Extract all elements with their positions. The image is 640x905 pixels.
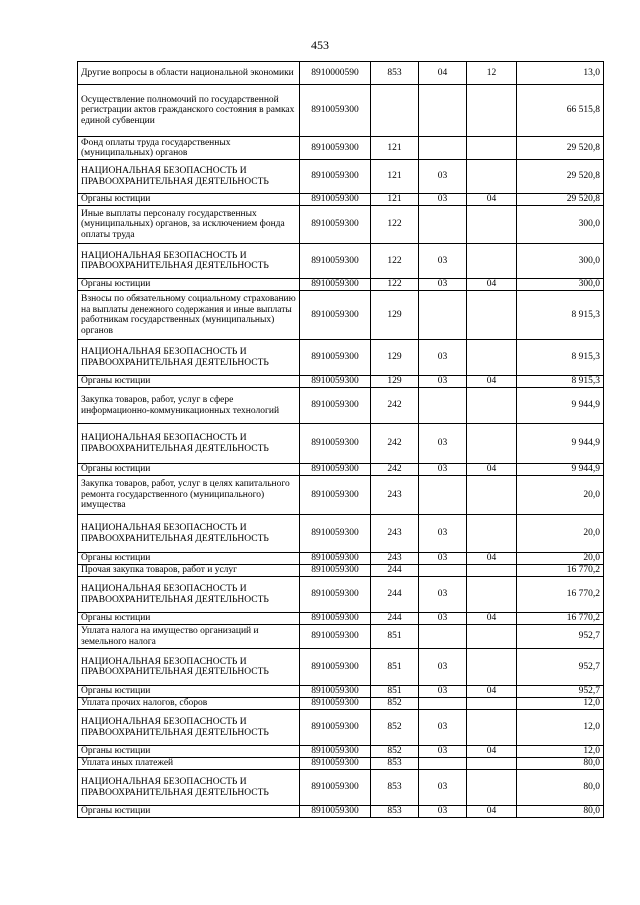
expense-name-cell: Уплата прочих налогов, сборов [78,698,300,710]
subsection-cell [467,649,517,686]
subsection-cell [467,160,517,194]
subsection-cell [467,244,517,279]
expense-type-cell: 852 [371,698,419,710]
subsection-cell [467,625,517,649]
subsection-cell [467,515,517,553]
table-row [78,206,604,244]
amount-cell: 9 944,9 [517,424,604,464]
table-row [78,388,604,424]
target-article-cell: 8910059300 [300,613,371,625]
target-article-cell: 8910059300 [300,698,371,710]
expense-name-cell: НАЦИОНАЛЬНАЯ БЕЗОПАСНОСТЬ И ПРАВООХРАНИТЕЛЬНАЯ ДЕЯТЕЛЬНОСТЬ [78,649,300,686]
expense-name-cell: Закупка товаров, работ, услуг в целях капитального ремонта государственного (муниципального) имущества [78,476,300,515]
expense-type-cell: 244 [371,577,419,613]
expense-type-cell: 852 [371,746,419,758]
expense-type-cell: 242 [371,424,419,464]
section-cell [419,625,467,649]
expense-type-cell: 852 [371,710,419,746]
page-number: 453 [311,38,329,52]
section-cell: 03 [419,553,467,565]
subsection-cell [467,770,517,806]
target-article-cell: 8910059300 [300,279,371,291]
expense-name-cell: Органы юстиции [78,194,300,206]
expense-type-cell: 243 [371,476,419,515]
expense-type-cell: 851 [371,625,419,649]
table-row [78,194,604,206]
table-row [78,698,604,710]
amount-cell: 16 770,2 [517,565,604,577]
section-cell: 03 [419,515,467,553]
expense-type-cell: 129 [371,376,419,388]
amount-cell: 80,0 [517,770,604,806]
table-row [78,553,604,565]
target-article-cell: 8910059300 [300,160,371,194]
target-article-cell: 8910059300 [300,565,371,577]
subsection-cell [467,388,517,424]
section-cell [419,476,467,515]
expense-name-cell: Органы юстиции [78,746,300,758]
expense-type-cell: 121 [371,194,419,206]
expense-name-cell: Фонд оплаты труда государственных (муниципальных) органов [78,137,300,160]
section-cell: 03 [419,160,467,194]
section-cell: 03 [419,686,467,698]
section-cell [419,758,467,770]
subsection-cell: 04 [467,806,517,818]
expense-name-cell: Иные выплаты персоналу государственных (муниципальных) органов, за исключением фонда оплаты труда [78,206,300,244]
expense-type-cell: 853 [371,758,419,770]
target-article-cell: 8910059300 [300,625,371,649]
expense-name-cell: НАЦИОНАЛЬНАЯ БЕЗОПАСНОСТЬ И ПРАВООХРАНИТЕЛЬНАЯ ДЕЯТЕЛЬНОСТЬ [78,340,300,376]
amount-cell: 16 770,2 [517,577,604,613]
table-row [78,464,604,476]
amount-cell: 80,0 [517,806,604,818]
target-article-cell: 8910059300 [300,553,371,565]
subsection-cell: 12 [467,62,517,85]
amount-cell: 20,0 [517,476,604,515]
subsection-cell: 04 [467,746,517,758]
section-cell: 03 [419,806,467,818]
expense-name-cell: НАЦИОНАЛЬНАЯ БЕЗОПАСНОСТЬ И ПРАВООХРАНИТЕЛЬНАЯ ДЕЯТЕЛЬНОСТЬ [78,710,300,746]
section-cell: 03 [419,613,467,625]
expense-name-cell: Органы юстиции [78,279,300,291]
expense-type-cell: 122 [371,244,419,279]
expense-name-cell: Закупка товаров, работ, услуг в сфере информационно-коммуникационных технологий [78,388,300,424]
subsection-cell [467,424,517,464]
table-row [78,515,604,553]
amount-cell: 12,0 [517,710,604,746]
target-article-cell: 8910059300 [300,806,371,818]
section-cell: 03 [419,194,467,206]
subsection-cell [467,698,517,710]
target-article-cell: 8910059300 [300,649,371,686]
section-cell [419,698,467,710]
amount-cell: 300,0 [517,279,604,291]
expense-name-cell: Уплата иных платежей [78,758,300,770]
section-cell: 03 [419,746,467,758]
section-cell: 03 [419,464,467,476]
target-article-cell: 8910059300 [300,746,371,758]
subsection-cell [467,291,517,340]
expense-type-cell: 851 [371,686,419,698]
expense-type-cell: 244 [371,613,419,625]
subsection-cell: 04 [467,553,517,565]
table-row [78,340,604,376]
target-article-cell: 8910059300 [300,388,371,424]
expense-type-cell: 122 [371,206,419,244]
expense-name-cell: Органы юстиции [78,806,300,818]
table-row [78,806,604,818]
expense-name-cell: НАЦИОНАЛЬНАЯ БЕЗОПАСНОСТЬ И ПРАВООХРАНИТЕЛЬНАЯ ДЕЯТЕЛЬНОСТЬ [78,515,300,553]
expense-name-cell: НАЦИОНАЛЬНАЯ БЕЗОПАСНОСТЬ И ПРАВООХРАНИТЕЛЬНАЯ ДЕЯТЕЛЬНОСТЬ [78,244,300,279]
table-row [78,710,604,746]
expense-type-cell: 853 [371,806,419,818]
table-row [78,577,604,613]
target-article-cell: 8910000590 [300,62,371,85]
table-row [78,291,604,340]
amount-cell: 952,7 [517,686,604,698]
expense-name-cell: Органы юстиции [78,613,300,625]
subsection-cell: 04 [467,464,517,476]
table-row [78,376,604,388]
expense-type-cell: 853 [371,770,419,806]
table-row [78,565,604,577]
amount-cell: 80,0 [517,758,604,770]
table-row [78,85,604,137]
target-article-cell: 8910059300 [300,291,371,340]
subsection-cell: 04 [467,376,517,388]
target-article-cell: 8910059300 [300,476,371,515]
table-row [78,279,604,291]
table-row [78,244,604,279]
table-row [78,649,604,686]
table-row [78,746,604,758]
expense-type-cell: 121 [371,160,419,194]
section-cell: 04 [419,62,467,85]
amount-cell: 66 515,8 [517,85,604,137]
amount-cell: 9 944,9 [517,388,604,424]
expense-type-cell: 853 [371,62,419,85]
table-row [78,62,604,85]
expense-type-cell: 851 [371,649,419,686]
target-article-cell: 8910059300 [300,244,371,279]
section-cell: 03 [419,244,467,279]
target-article-cell: 8910059300 [300,770,371,806]
expense-type-cell: 129 [371,291,419,340]
section-cell [419,206,467,244]
amount-cell: 20,0 [517,515,604,553]
target-article-cell: 8910059300 [300,686,371,698]
subsection-cell: 04 [467,686,517,698]
target-article-cell: 8910059300 [300,424,371,464]
target-article-cell: 8910059300 [300,85,371,137]
target-article-cell: 8910059300 [300,340,371,376]
subsection-cell [467,565,517,577]
target-article-cell: 8910059300 [300,710,371,746]
section-cell [419,291,467,340]
expense-type-cell: 122 [371,279,419,291]
table-row [78,137,604,160]
expense-type-cell: 243 [371,515,419,553]
section-cell: 03 [419,770,467,806]
budget-table [77,61,604,818]
budget-table-body [78,62,604,818]
section-cell: 03 [419,710,467,746]
expense-type-cell: 242 [371,388,419,424]
section-cell: 03 [419,424,467,464]
subsection-cell [467,758,517,770]
expense-type-cell: 243 [371,553,419,565]
expense-name-cell: Осуществление полномочий по государственной регистрации актов гражданского состояния в рамках единой субвенции [78,85,300,137]
amount-cell: 12,0 [517,746,604,758]
amount-cell: 16 770,2 [517,613,604,625]
table-row [78,476,604,515]
amount-cell: 8 915,3 [517,340,604,376]
section-cell: 03 [419,649,467,686]
expense-name-cell: Уплата налога на имущество организаций и земельного налога [78,625,300,649]
amount-cell: 300,0 [517,206,604,244]
amount-cell: 8 915,3 [517,376,604,388]
amount-cell: 13,0 [517,62,604,85]
amount-cell: 29 520,8 [517,194,604,206]
section-cell [419,137,467,160]
section-cell: 03 [419,376,467,388]
table-row [78,686,604,698]
expense-type-cell: 121 [371,137,419,160]
expense-name-cell: Прочая закупка товаров, работ и услуг [78,565,300,577]
subsection-cell: 04 [467,194,517,206]
expense-name-cell: НАЦИОНАЛЬНАЯ БЕЗОПАСНОСТЬ И ПРАВООХРАНИТЕЛЬНАЯ ДЕЯТЕЛЬНОСТЬ [78,577,300,613]
expense-name-cell: Органы юстиции [78,376,300,388]
target-article-cell: 8910059300 [300,194,371,206]
amount-cell: 12,0 [517,698,604,710]
subsection-cell [467,577,517,613]
subsection-cell [467,340,517,376]
amount-cell: 300,0 [517,244,604,279]
subsection-cell [467,710,517,746]
section-cell [419,388,467,424]
subsection-cell: 04 [467,279,517,291]
target-article-cell: 8910059300 [300,515,371,553]
amount-cell: 9 944,9 [517,464,604,476]
expense-name-cell: Взносы по обязательному социальному страхованию на выплаты денежного содержания и иные выплаты работникам государственных (муниципальных) органов [78,291,300,340]
expense-name-cell: НАЦИОНАЛЬНАЯ БЕЗОПАСНОСТЬ И ПРАВООХРАНИТЕЛЬНАЯ ДЕЯТЕЛЬНОСТЬ [78,770,300,806]
expense-name-cell: НАЦИОНАЛЬНАЯ БЕЗОПАСНОСТЬ И ПРАВООХРАНИТЕЛЬНАЯ ДЕЯТЕЛЬНОСТЬ [78,160,300,194]
section-cell: 03 [419,279,467,291]
amount-cell: 29 520,8 [517,160,604,194]
expense-name-cell: Органы юстиции [78,464,300,476]
amount-cell: 29 520,8 [517,137,604,160]
expense-type-cell: 244 [371,565,419,577]
table-row [78,424,604,464]
target-article-cell: 8910059300 [300,464,371,476]
section-cell [419,85,467,137]
expense-type-cell: 242 [371,464,419,476]
section-cell: 03 [419,340,467,376]
target-article-cell: 8910059300 [300,758,371,770]
target-article-cell: 8910059300 [300,137,371,160]
expense-name-cell: Органы юстиции [78,553,300,565]
expense-name-cell: НАЦИОНАЛЬНАЯ БЕЗОПАСНОСТЬ И ПРАВООХРАНИТЕЛЬНАЯ ДЕЯТЕЛЬНОСТЬ [78,424,300,464]
subsection-cell [467,137,517,160]
subsection-cell [467,476,517,515]
table-row [78,160,604,194]
expense-name-cell: Другие вопросы в области национальной экономики [78,62,300,85]
subsection-cell [467,206,517,244]
table-row [78,613,604,625]
section-cell: 03 [419,577,467,613]
target-article-cell: 8910059300 [300,577,371,613]
amount-cell: 952,7 [517,649,604,686]
section-cell [419,565,467,577]
subsection-cell [467,85,517,137]
target-article-cell: 8910059300 [300,376,371,388]
subsection-cell: 04 [467,613,517,625]
amount-cell: 952,7 [517,625,604,649]
expense-name-cell: Органы юстиции [78,686,300,698]
table-row [78,758,604,770]
target-article-cell: 8910059300 [300,206,371,244]
table-row [78,770,604,806]
expense-type-cell [371,85,419,137]
amount-cell: 20,0 [517,553,604,565]
expense-type-cell: 129 [371,340,419,376]
table-row [78,625,604,649]
amount-cell: 8 915,3 [517,291,604,340]
